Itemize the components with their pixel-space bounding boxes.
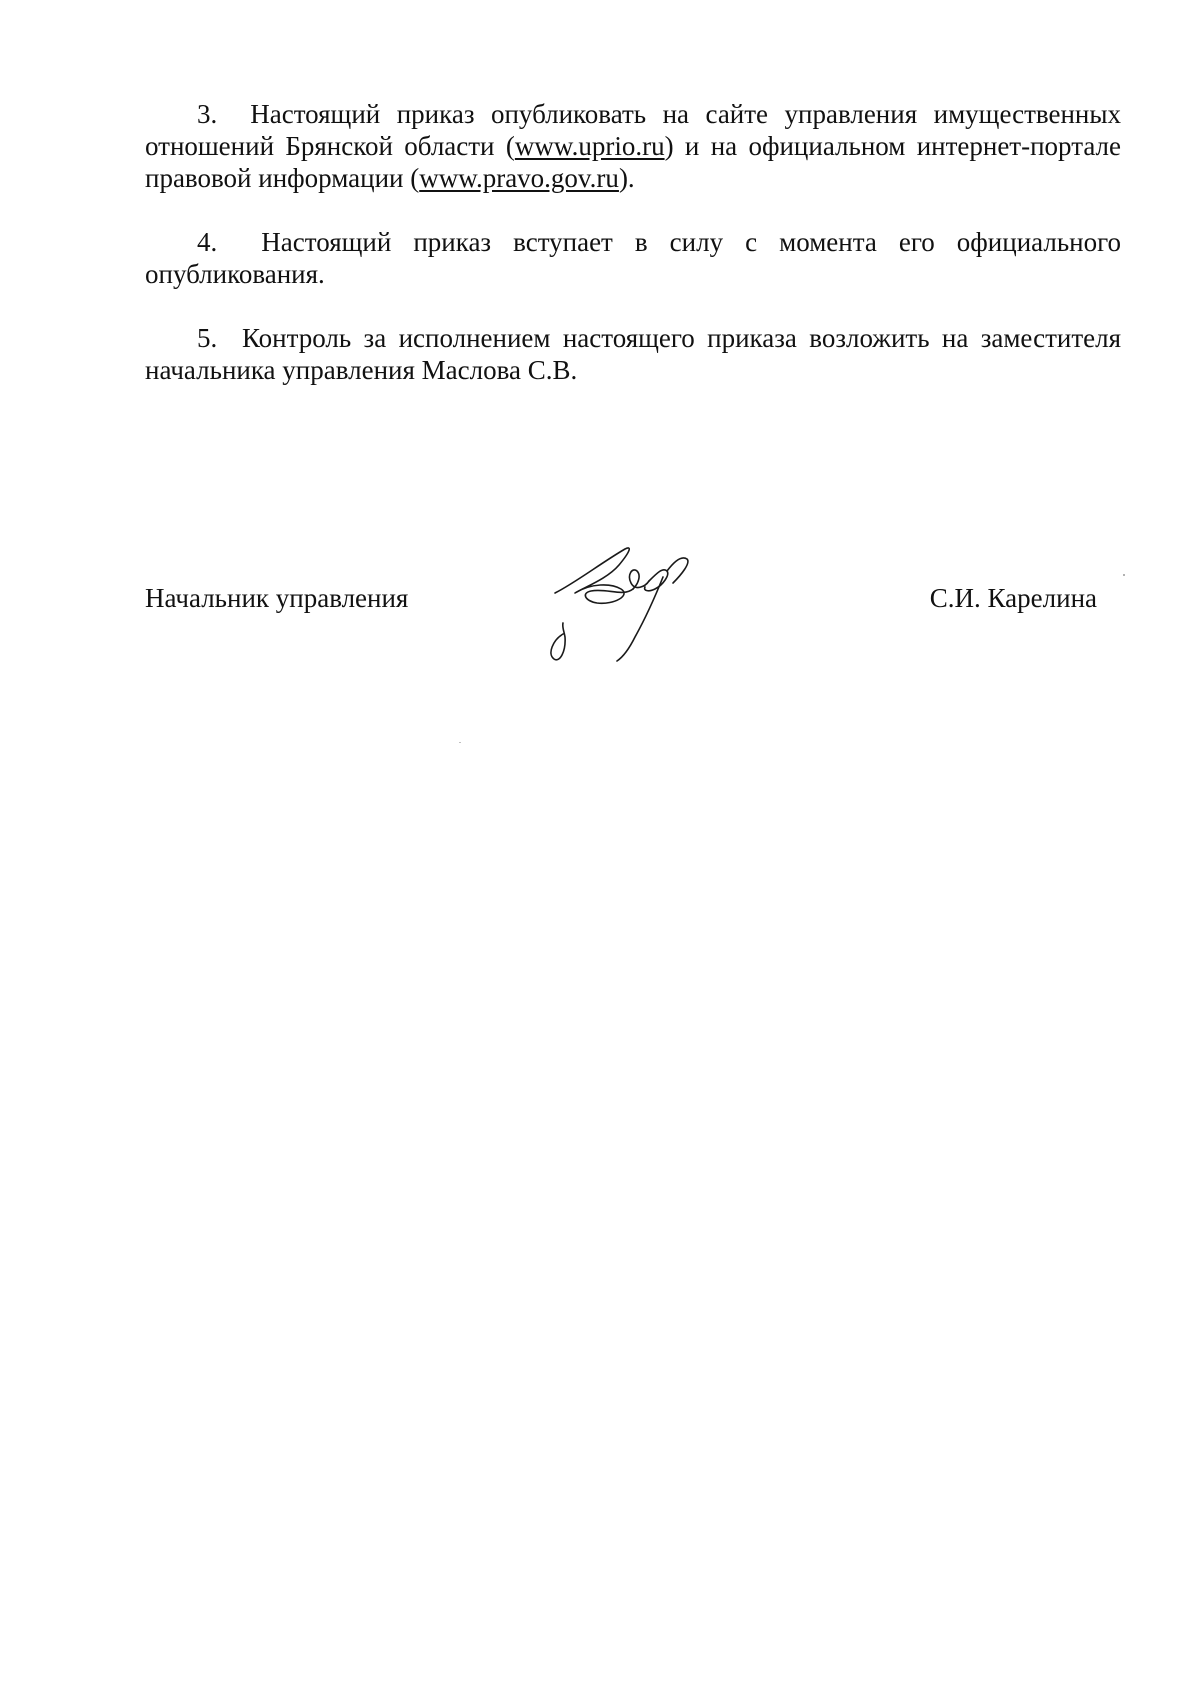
- paragraph-text: Контроль за исполнением настоящего приказа возложить на заместителя начальника управления Маслова С.В.: [145, 323, 1121, 385]
- handwritten-signature: [545, 537, 735, 662]
- paragraph-3: [145, 98, 1121, 194]
- pravo-link[interactable]: www.pravo.gov.ru: [419, 163, 619, 193]
- paragraph-number: 3.: [197, 99, 218, 129]
- uprio-link[interactable]: www.uprio.ru: [514, 131, 665, 161]
- signatory-name: С.И. Карелина: [929, 583, 1097, 613]
- paragraph-number: 5.: [197, 323, 218, 353]
- paragraph-5: [145, 322, 1121, 386]
- paragraph-number: 4.: [197, 227, 218, 257]
- paragraph-4: [145, 226, 1121, 290]
- paragraph-text: ) и на официальном интернет-портале правовой информации (: [145, 131, 1121, 193]
- order-body: [145, 98, 1121, 418]
- paragraph-text: ).: [618, 163, 635, 193]
- paragraph-text: Настоящий приказ вступает в силу с момента его официального опубликования.: [145, 227, 1121, 289]
- scan-artifact: [459, 742, 461, 743]
- scan-artifact: [1123, 574, 1125, 576]
- signatory-position: Начальник управления: [145, 583, 409, 613]
- paragraph-text: Настоящий приказ опубликовать на сайте управления имущественных отношений Брянской области (: [145, 99, 1121, 161]
